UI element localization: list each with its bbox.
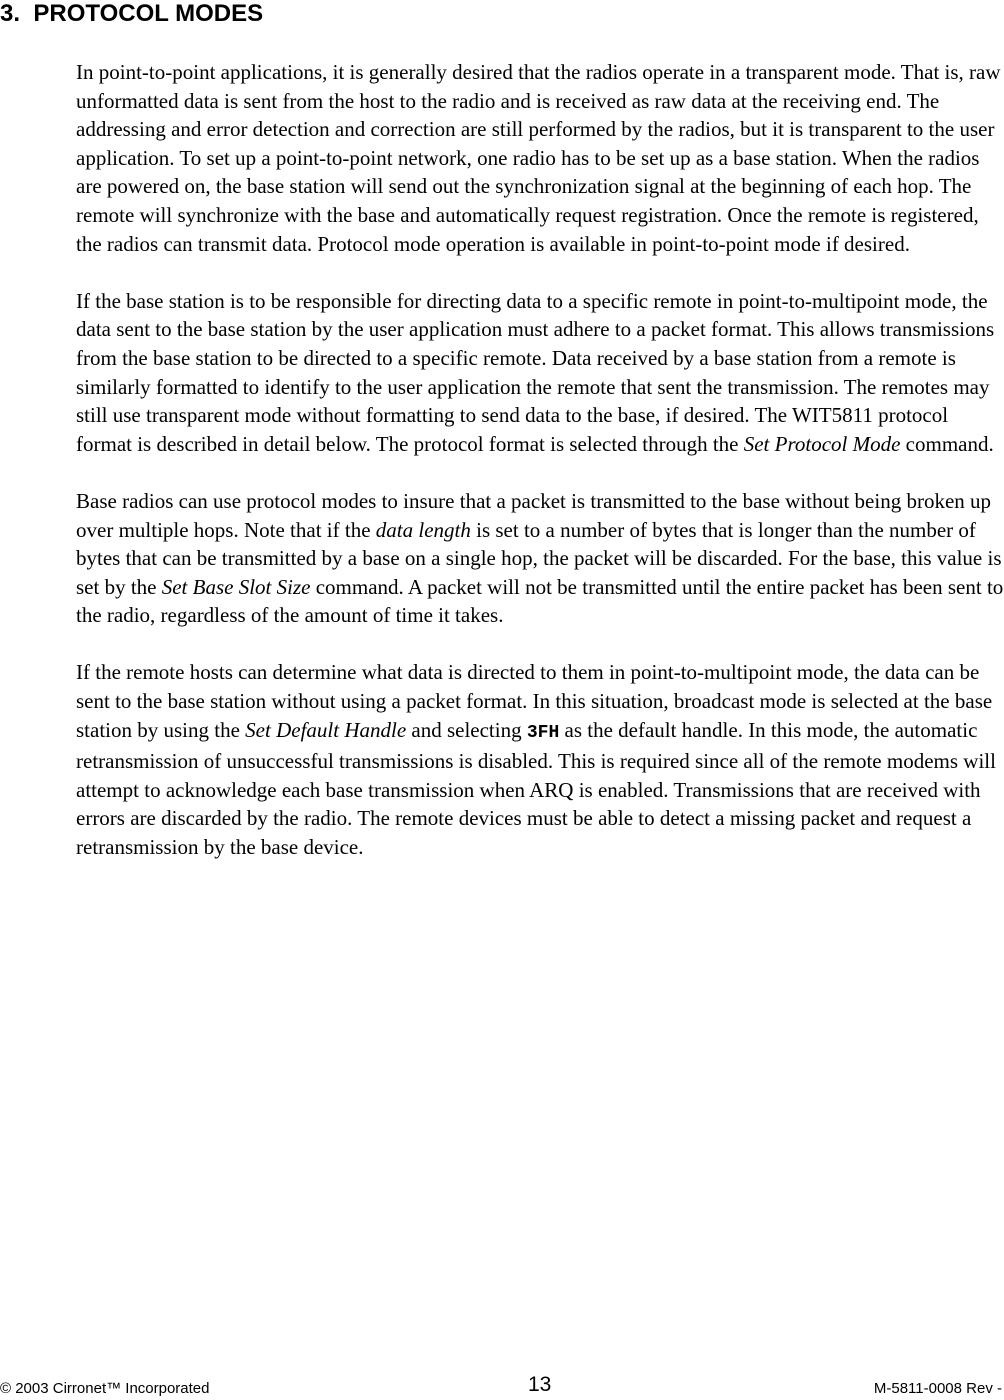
footer-document-number: M-5811-0008 Rev - [873, 1380, 1002, 1397]
paragraph-text: and selecting [406, 717, 527, 742]
paragraph-text: as the default handle. In this mode, the automatic retransmission of unsuccessful transmissions is disabled. This is required since all of the remote modems will attempt to acknowledge each base transmission when ARQ is enabled. Transmissions that are received with errors are discarded by the radio. The remote devices must be able to detect a missing packet and request a retransmission by the base device. [76, 717, 996, 860]
page-footer [0, 1373, 1004, 1399]
command-name-set-base-slot-size: Set Base Slot Size [161, 574, 311, 599]
code-default-handle: 3FH [526, 722, 560, 743]
paragraph-text: command. A packet will not be transmitted until the entire packet has been sent to the radio, regardless of the amount of time it takes. [76, 574, 1004, 628]
paragraph-text: is set to a number of bytes that is longer than the number of bytes that can be transmitted by a base on a single hop, the packet will be discarded. For the base, this value is set by the [76, 517, 1002, 599]
command-name-set-default-handle: Set Default Handle [245, 717, 407, 742]
paragraph-base-protocol-modes [76, 487, 1004, 630]
paragraph-text: command. [900, 431, 994, 456]
footer-copyright: © 2003 Cirronet™ Incorporated [0, 1380, 210, 1397]
section-heading: 3. PROTOCOL MODES [0, 0, 264, 27]
paragraph-multipoint-packet-format [76, 287, 1004, 459]
paragraph-text: If the base station is to be responsible for directing data to a specific remote in point-to-multipoint mode, the data sent to the base station by the user application must adhere to a packet format. This allows transmissions from the base station to be directed to a specific remote. Data received by a base station from a remote is similarly formatted to identify to the user application the remote that sent the transmission. The remotes may still use transparent mode without formatting to send data to the base, if desired. The WIT5811 protocol format is described in detail below. The protocol format is selected through the [76, 288, 995, 456]
paragraph-point-to-point: In point-to-point applications, it is generally desired that the radios operate in a transparent mode. That is, raw unformatted data is sent from the host to the radio and is received as raw data at the receiving end. The addressing and error detection and correction are still performed by the radios, but it is transparent to the user application. To set up a point-to-point network, one radio has to be set up as a base station. When the radios are powered on, the base station will send out the synchronization signal at the beginning of each hop. The remote will synchronize with the base and automatically request registration. Once the remote is registered, the radios can transmit data. Protocol mode operation is available in point-to-point mode if desired. [76, 60, 1001, 256]
paragraph-text: If the remote hosts can determine what data is directed to them in point-to-multipoint mode, the data can be sent to the base station without using a packet format. In this situation, broadcast mode is selected at the base station by using the [76, 660, 993, 742]
document-body [76, 58, 1004, 890]
term-data-length: data length [375, 517, 471, 542]
command-name-set-protocol-mode: Set Protocol Mode [743, 431, 901, 456]
paragraph-text: Base radios can use protocol modes to insure that a packet is transmitted to the base without being broken up over multiple hops. Note that if the [76, 488, 992, 542]
paragraph-broadcast-mode [76, 658, 1004, 861]
footer-page-number: 13 [528, 1373, 552, 1396]
